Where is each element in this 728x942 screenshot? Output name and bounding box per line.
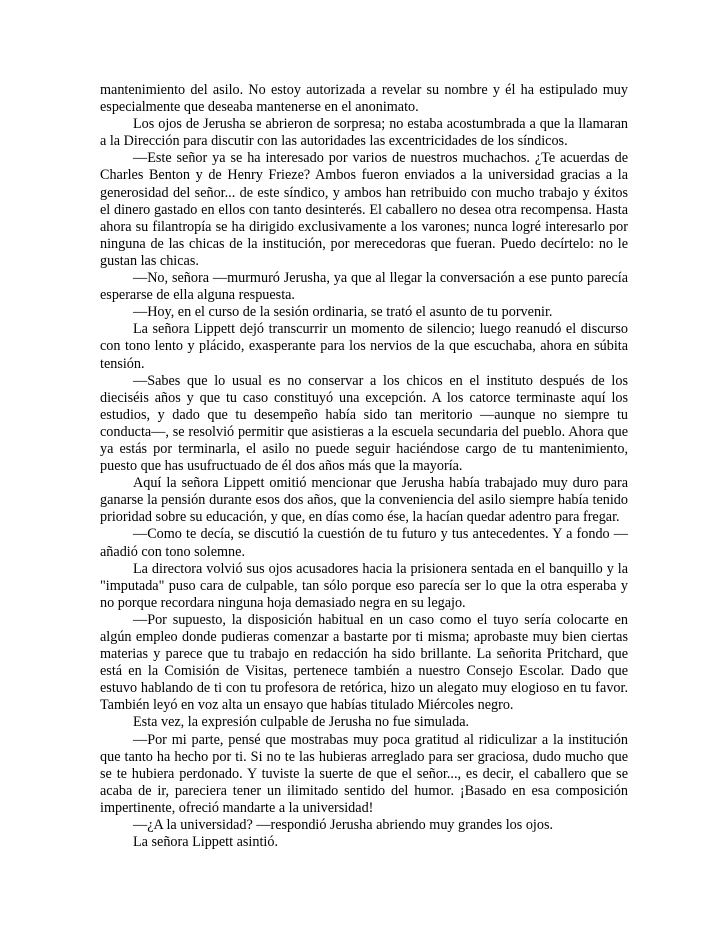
paragraph-5: —Hoy, en el curso de la sesión ordinaria, se trató el asunto de tu porvenir. — [133, 304, 553, 321]
paragraph-10: La directora volvió sus ojos acusadores hacia la prisionera sentada en el banquillo y la "imputada" puso cara de culpable, tan sólo porque eso parecía ser lo que la otra esperaba y no porque recordara ninguna hoja demasiado negra en su legajo. — [100, 560, 628, 611]
paragraph-13: —Por mi parte, pensé que mostrabas muy poca gratitud al ridiculizar a la institución que tanto ha hecho por ti. Si no te las hubieras arreglado para ser graciosa, dudo mucho que se te hubiera perdonado. Y tuviste la suerte de que el señor..., es decir, el caballero que se acaba de ir, pareciera tener un ilimitado sentido del humor. ¡Basado en esa composición impertinente, ofreció mandarte a la universidad! — [100, 731, 628, 816]
paragraph-9: —Como te decía, se discutió la cuestión de tu futuro y tus antecedentes. Y a fondo —añadió con tono solemne. — [100, 526, 628, 560]
paragraph-7: —Sabes que lo usual es no conservar a los chicos en el instituto después de los dieciséis años y que tu caso constituyó una excepción. A los catorce terminaste aquí los estudios, y dado que tu desempeño había sido tan meritorio —aunque no siempre tu conducta—, se resolvió permitir que asistieras a la escuela secundaria del pueblo. Ahora que ya estás por terminarla, el asilo no puede seguir haciéndose cargo de tu mantenimiento, puesto que has usufructuado de él dos años más que la mayoría. — [100, 372, 628, 475]
paragraph-3: —Este señor ya se ha interesado por varios de nuestros muchachos. ¿Te acuerdas de Charles Benton y de Henry Frieze? Ambos fueron enviados a la universidad gracias a la generosidad del señor... de este síndico, y ambos han retribuido con mucho trabajo y éxitos el dinero gastado en ellos con tanto desinterés. El caballero no desea otra recompensa. Hasta ahora su filantropía se ha dirigido exclusivamente a los varones; nunca logré interesarlo por ninguna de las chicas de la institución, por merecedoras que fueran. Puedo decírtelo: no le gustan las chicas. — [100, 150, 628, 269]
paragraph-1: mantenimiento del asilo. No estoy autorizada a revelar su nombre y él ha estipulado muy especialmente que deseaba mantenerse en el anonimato. — [100, 82, 628, 116]
paragraph-14: —¿A la universidad? —respondió Jerusha abriendo muy grandes los ojos. — [133, 817, 554, 834]
paragraph-8: Aquí la señora Lippett omitió mencionar que Jerusha había trabajado muy duro para ganarse la pensión durante esos dos años, que la conveniencia del asilo siempre había tenido prioridad sobre su educación, y que, en días como ése, la hacían quedar adentro para fregar. — [100, 475, 628, 526]
paragraph-11: —Por supuesto, la disposición habitual en un caso como el tuyo sería colocarte en algún empleo donde pudieras comenzar a bastarte por ti misma; aprobaste muy bien ciertas materias y parece que tu trabajo en redacción ha sido brillante. La señorita Pritchard, que está en la Comisión de Visitas, pertenece también a nuestro Consejo Escolar. Dado que estuvo hablando de ti con tu profesora de retórica, hizo un alegato muy elogioso en tu favor. También leyó en voz alta un ensayo que habías titulado Miércoles negro. — [100, 611, 628, 714]
paragraph-4: —No, señora —murmuró Jerusha, ya que al llegar la conversación a ese punto parecía esperarse de ella alguna respuesta. — [100, 270, 628, 304]
document-page — [100, 82, 628, 851]
paragraph-15: La señora Lippett asintió. — [133, 834, 278, 851]
paragraph-12: Esta vez, la expresión culpable de Jerusha no fue simulada. — [133, 714, 470, 731]
paragraph-6: La señora Lippett dejó transcurrir un momento de silencio; luego reanudó el discurso con tono lento y plácido, exasperante para los nervios de la que escuchaba, ahora en súbita tensión. — [100, 321, 628, 372]
paragraph-2: Los ojos de Jerusha se abrieron de sorpresa; no estaba acostumbrada a que la llamaran a la Dirección para discutir con las autoridades las excentricidades de los síndicos. — [100, 116, 628, 150]
